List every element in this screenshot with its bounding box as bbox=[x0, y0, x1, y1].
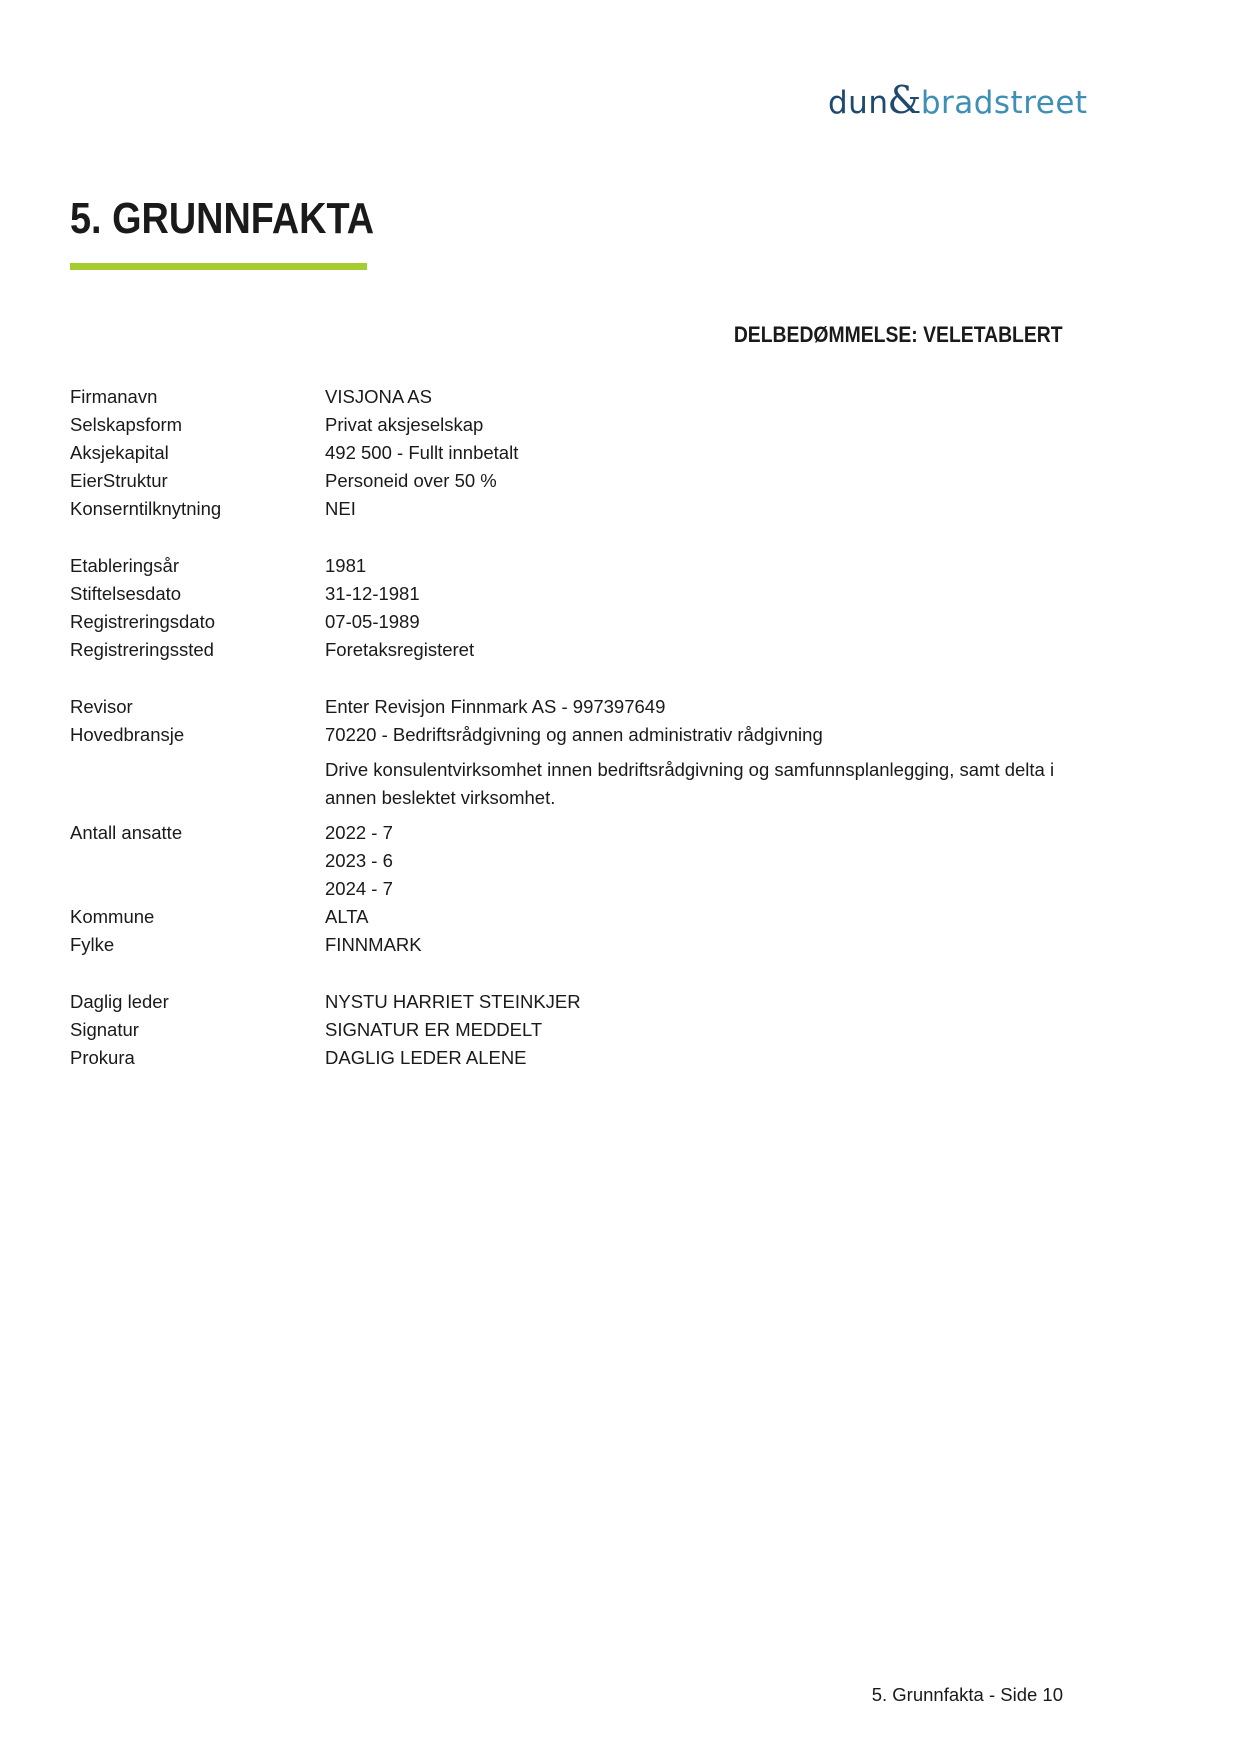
fact-row-revisor bbox=[70, 693, 1066, 721]
fact-row-stiftelsesdato bbox=[70, 580, 1066, 608]
fact-label: Stiftelsesdato bbox=[70, 583, 182, 604]
fact-label: Hovedbransje bbox=[70, 724, 185, 745]
facts-table bbox=[70, 383, 1066, 1072]
fact-value: 1981 bbox=[325, 555, 367, 576]
fact-value: 492 500 - Fullt innbetalt bbox=[325, 442, 519, 463]
fact-value: ALTA bbox=[325, 906, 369, 927]
fact-value: Foretaksregisteret bbox=[325, 639, 475, 660]
fact-row-signatur bbox=[70, 1016, 1066, 1044]
dun-bradstreet-logo bbox=[828, 78, 1088, 122]
section-rating: DELBEDØMMELSE: VELETABLERT bbox=[734, 322, 1063, 347]
fact-value: Personeid over 50 % bbox=[325, 470, 497, 491]
fact-row-etableringsar bbox=[70, 552, 1066, 580]
fact-value: 31-12-1981 bbox=[325, 583, 420, 604]
fact-row-antall-ansatte-2024 bbox=[70, 875, 1066, 903]
title-underline bbox=[70, 263, 367, 270]
fact-label: Kommune bbox=[70, 906, 155, 927]
fact-row-fylke bbox=[70, 931, 1066, 959]
fact-value: 2023 - 6 bbox=[325, 850, 393, 871]
fact-value: 70220 - Bedriftsrådgivning og annen administrativ rådgivning bbox=[325, 724, 823, 745]
fact-label: Registreringsdato bbox=[70, 611, 215, 632]
fact-row-kommune bbox=[70, 903, 1066, 931]
fact-row-registreringsdato bbox=[70, 608, 1066, 636]
fact-label: Fylke bbox=[70, 934, 115, 955]
fact-row-prokura bbox=[70, 1044, 1066, 1072]
fact-row-aksjekapital bbox=[70, 439, 1066, 467]
fact-value: 07-05-1989 bbox=[325, 611, 420, 632]
fact-row-antall-ansatte bbox=[70, 819, 1066, 847]
fact-label: Selskapsform bbox=[70, 414, 183, 435]
fact-label: Signatur bbox=[70, 1019, 139, 1040]
logo-word-dun: dun bbox=[828, 85, 889, 121]
fact-row-hovedbransje bbox=[70, 721, 1066, 749]
fact-label-empty bbox=[70, 847, 325, 875]
fact-label: Prokura bbox=[70, 1047, 135, 1068]
fact-row-firmanavn bbox=[70, 383, 1066, 411]
fact-value: NEI bbox=[325, 498, 356, 519]
fact-value: SIGNATUR ER MEDDELT bbox=[325, 1019, 543, 1040]
fact-label-empty bbox=[70, 875, 325, 903]
fact-row-registreringssted bbox=[70, 636, 1066, 664]
fact-label: Etableringsår bbox=[70, 555, 180, 576]
fact-value: Enter Revisjon Finnmark AS - 997397649 bbox=[325, 696, 666, 717]
fact-row-konserntilknytning bbox=[70, 495, 1066, 523]
fact-row-daglig-leder bbox=[70, 988, 1066, 1016]
fact-label: Aksjekapital bbox=[70, 442, 169, 463]
fact-value: DAGLIG LEDER ALENE bbox=[325, 1047, 527, 1068]
fact-value: FINNMARK bbox=[325, 934, 422, 955]
fact-value: NYSTU HARRIET STEINKJER bbox=[325, 991, 581, 1012]
fact-label: Registreringssted bbox=[70, 639, 214, 660]
logo-ampersand: & bbox=[887, 78, 922, 122]
fact-label: Konserntilknytning bbox=[70, 498, 222, 519]
fact-label: Revisor bbox=[70, 696, 133, 717]
fact-value: 2022 - 7 bbox=[325, 822, 393, 843]
fact-label: Firmanavn bbox=[70, 386, 158, 407]
fact-row-eierstruktur bbox=[70, 467, 1066, 495]
fact-label: EierStruktur bbox=[70, 470, 168, 491]
fact-value: Privat aksjeselskap bbox=[325, 414, 484, 435]
fact-value: 2024 - 7 bbox=[325, 878, 393, 899]
fact-row-selskapsform bbox=[70, 411, 1066, 439]
fact-value: VISJONA AS bbox=[325, 386, 432, 407]
page-footer: 5. Grunnfakta - Side 10 bbox=[871, 1684, 1063, 1705]
business-description: Drive konsulentvirksomhet innen bedriftsrådgivning og samfunnsplanlegging, samt delta i annen beslektet virksomhet. bbox=[325, 759, 1055, 808]
fact-label: Antall ansatte bbox=[70, 822, 183, 843]
fact-row-antall-ansatte-2023 bbox=[70, 847, 1066, 875]
fact-label: Daglig leder bbox=[70, 991, 169, 1012]
logo-word-bradstreet: bradstreet bbox=[920, 85, 1088, 121]
page-title: 5. GRUNNFAKTA bbox=[70, 194, 375, 243]
